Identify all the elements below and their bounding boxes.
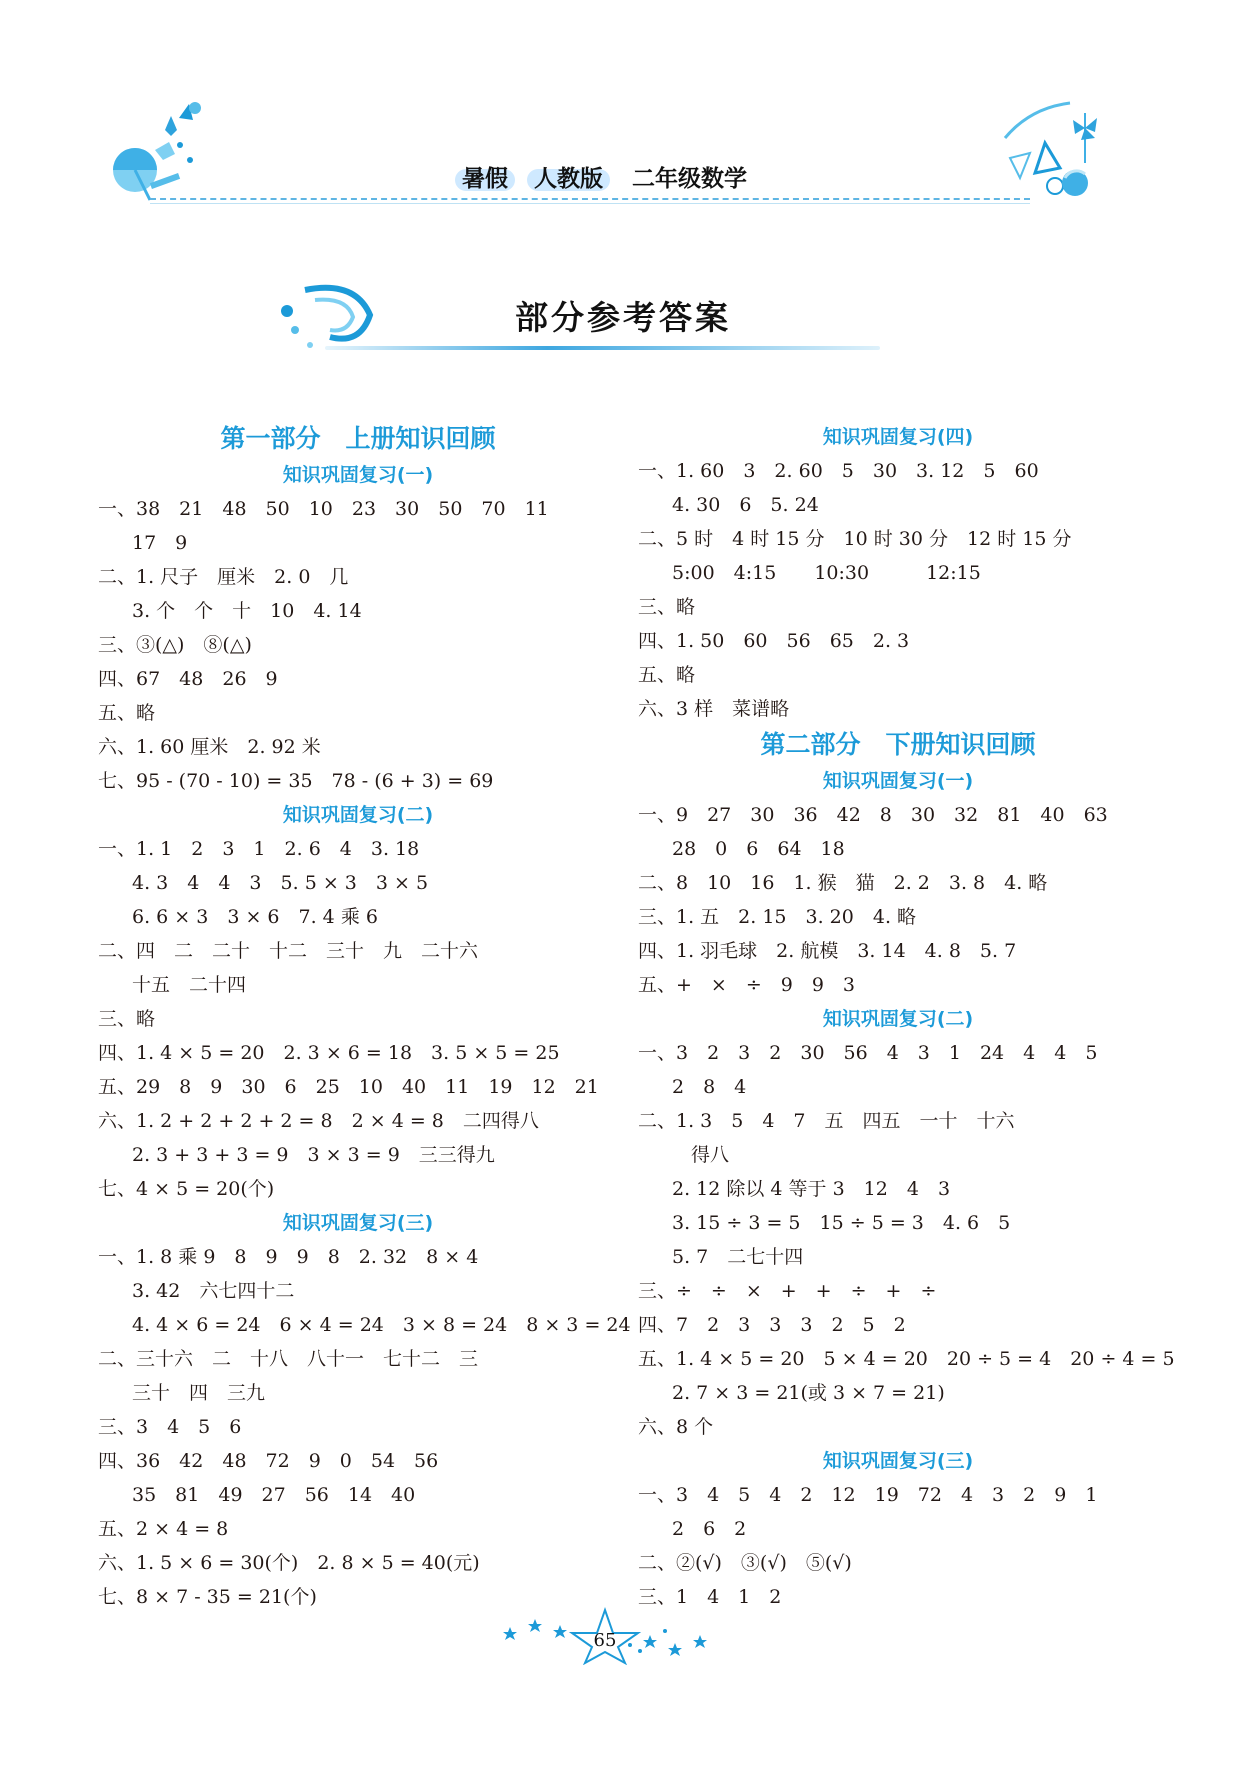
- section-title: 知识巩固复习(二): [282, 804, 434, 826]
- header-title: [455, 160, 747, 193]
- header-subject: 二年级数学: [632, 166, 747, 192]
- answer-line: 三、1. 五 2. 15 3. 20 4. 略: [638, 906, 917, 928]
- answer-line: 四、36 42 48 72 9 0 54 56: [98, 1450, 439, 1472]
- answer-line: 三、③(△) ⑧(△): [98, 634, 252, 656]
- answer-line-continued: 十五 二十四: [132, 974, 247, 996]
- page-number: 65: [593, 1630, 617, 1651]
- answer-line: 五、略: [638, 664, 696, 686]
- header-dashed-line: [150, 198, 1030, 200]
- answer-title-underline: [325, 346, 880, 350]
- answer-line-continued: 4. 3 4 4 3 5. 5 × 3 3 × 5: [132, 872, 429, 894]
- answer-line: 一、1. 60 3 2. 60 5 30 3. 12 5 60: [638, 460, 1039, 482]
- answer-line-continued: 5. 7 二七十四: [672, 1246, 804, 1268]
- answer-line-continued: 2 8 4: [672, 1076, 747, 1098]
- section-title: 知识巩固复习(四): [822, 426, 974, 448]
- answer-line: 二、三十六 二 十八 八十一 七十二 三: [98, 1348, 479, 1370]
- answer-line-continued: 2 6 2: [672, 1518, 747, 1540]
- answer-line-continued: 3. 15 ÷ 3 = 5 15 ÷ 5 = 3 4. 6 5: [672, 1212, 1011, 1234]
- answer-line: 五、略: [98, 702, 156, 724]
- answer-line-continued: 4. 4 × 6 = 24 6 × 4 = 24 3 × 8 = 24 8 × 3 = 24: [132, 1314, 631, 1336]
- answer-line-continued: 6. 6 × 3 3 × 6 7. 4 乘 6: [132, 906, 378, 928]
- answer-line: 二、1. 3 5 4 7 五 四五 一十 十六: [638, 1110, 1015, 1132]
- answer-line: 二、②(√) ③(√) ⑤(√): [638, 1552, 852, 1574]
- answer-line: 四、1. 4 × 5 = 20 2. 3 × 6 = 18 3. 5 × 5 = 25: [98, 1042, 560, 1064]
- answer-line: 三、÷ ÷ × + + ÷ + ÷: [638, 1280, 937, 1302]
- answer-line-continued: 得八: [672, 1144, 730, 1166]
- section-title: 知识巩固复习(三): [822, 1450, 974, 1472]
- section-title: 知识巩固复习(一): [822, 770, 974, 792]
- answer-line-continued: 2. 12 除以 4 等于 3 12 4 3: [672, 1178, 951, 1200]
- section-title: 知识巩固复习(二): [822, 1008, 974, 1030]
- answer-line: 三、1 4 1 2: [638, 1586, 782, 1608]
- header-badge-summer: 暑假: [455, 166, 515, 192]
- answer-line: 七、4 × 5 = 20(个): [98, 1178, 275, 1200]
- answer-line: 七、95 - (70 - 10) = 35 78 - (6 + 3) = 69: [98, 770, 494, 792]
- summer-decoration-left-icon: [95, 90, 215, 205]
- answer-line: 六、1. 2 + 2 + 2 + 2 = 8 2 × 4 = 8 二四得八: [98, 1110, 539, 1132]
- answer-line: 一、1. 1 2 3 1 2. 6 4 3. 18: [98, 838, 420, 860]
- answer-line: 四、1. 羽毛球 2. 航模 3. 14 4. 8 5. 7: [638, 940, 1017, 962]
- answer-line: 二、5 时 4 时 15 分 10 时 30 分 12 时 15 分: [638, 528, 1072, 550]
- answer-line: 三、3 4 5 6: [98, 1416, 242, 1438]
- answer-line: 二、1. 尺子 厘米 2. 0 几: [98, 566, 349, 588]
- answer-line: 一、38 21 48 50 10 23 30 50 70 11: [98, 498, 549, 520]
- answer-line: 一、3 2 3 2 30 56 4 3 1 24 4 4 5: [638, 1042, 1098, 1064]
- answer-line: 四、1. 50 60 56 65 2. 3: [638, 630, 910, 652]
- answer-line: 五、+ × ÷ 9 9 3: [638, 974, 856, 996]
- section-title: 知识巩固复习(一): [282, 464, 434, 486]
- answer-line: 六、1. 60 厘米 2. 92 米: [98, 736, 321, 758]
- part-title: 第一部分 上册知识回顾: [220, 424, 496, 453]
- answer-line: 五、2 × 4 = 8: [98, 1518, 229, 1540]
- answer-line: 一、9 27 30 36 42 8 30 32 81 40 63: [638, 804, 1108, 826]
- answer-line: 二、四 二 二十 十二 三十 九 二十六: [98, 940, 479, 962]
- answer-line-continued: 35 81 49 27 56 14 40: [132, 1484, 416, 1506]
- answer-line: 一、1. 8 乘 9 8 9 9 8 2. 32 8 × 4: [98, 1246, 479, 1268]
- section-title: 知识巩固复习(三): [282, 1212, 434, 1234]
- answer-line-continued: 2. 7 × 3 = 21(或 3 × 7 = 21): [672, 1382, 945, 1404]
- page-footer: [490, 1605, 720, 1665]
- header-thin-line: [150, 203, 1030, 204]
- answer-line: 四、7 2 3 3 3 2 5 2: [638, 1314, 906, 1336]
- answer-line-continued: 5:00 4:15 10:30 12:15: [672, 562, 981, 584]
- answer-line: 四、67 48 26 9: [98, 668, 278, 690]
- part-title: 第二部分 下册知识回顾: [760, 730, 1036, 759]
- header-badge-edition: 人教版: [527, 166, 610, 192]
- right-answer-column: [638, 420, 1175, 1614]
- answer-line: 三、略: [98, 1008, 156, 1030]
- answer-line-continued: 2. 3 + 3 + 3 = 9 3 × 3 = 9 三三得九: [132, 1144, 495, 1166]
- answer-line: 三、略: [638, 596, 696, 618]
- answer-line-continued: 28 0 6 64 18: [672, 838, 845, 860]
- answer-line-continued: 3. 个 个 十 10 4. 14: [132, 600, 362, 622]
- answer-line: 一、3 4 5 4 2 12 19 72 4 3 2 9 1: [638, 1484, 1098, 1506]
- answer-line-continued: 三十 四 三九: [132, 1382, 266, 1404]
- answer-line: 六、8 个: [638, 1416, 714, 1438]
- answer-line: 五、1. 4 × 5 = 20 5 × 4 = 20 20 ÷ 5 = 4 20 ÷ 4 = 5: [638, 1348, 1175, 1370]
- ball-triangle-decoration-right-icon: [1000, 98, 1115, 203]
- answer-line-continued: 3. 42 六七四十二: [132, 1280, 295, 1302]
- answer-line: 六、3 样 菜谱略: [638, 698, 790, 720]
- answer-line: 二、8 10 16 1. 猴 猫 2. 2 3. 8 4. 略: [638, 872, 1048, 894]
- answer-line: 六、1. 5 × 6 = 30(个) 2. 8 × 5 = 40(元): [98, 1552, 480, 1574]
- answer-line: 七、8 × 7 - 35 = 21(个): [98, 1586, 317, 1608]
- answer-title: 部分参考答案: [515, 298, 731, 337]
- left-answer-column: [98, 420, 631, 1614]
- answer-line: 五、29 8 9 30 6 25 10 40 11 19 12 21: [98, 1076, 599, 1098]
- answer-line-continued: 17 9: [132, 532, 188, 554]
- answer-line-continued: 4. 30 6 5. 24: [672, 494, 819, 516]
